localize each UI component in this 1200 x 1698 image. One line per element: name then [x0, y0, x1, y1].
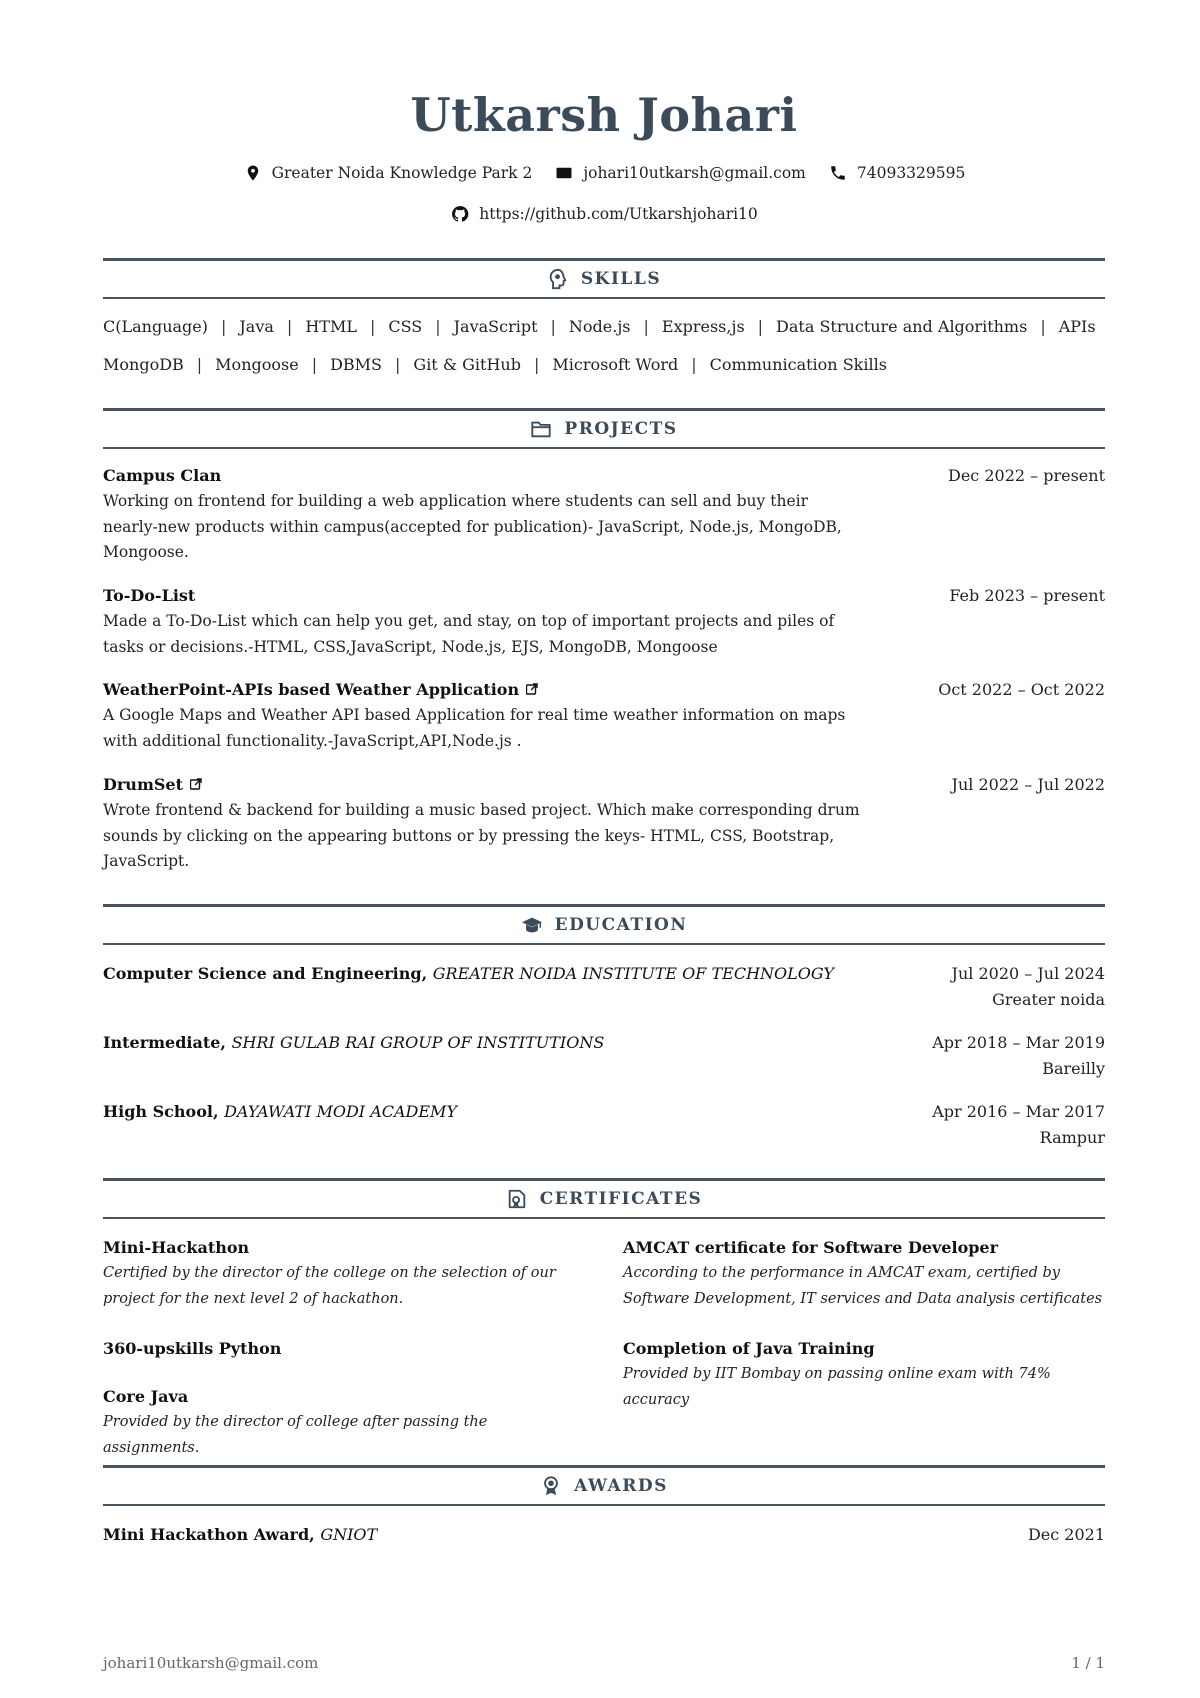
- education-entry: [103, 961, 1105, 1009]
- skill-separator: |: [286, 317, 293, 336]
- head-gears-icon: [547, 268, 569, 290]
- education-date: Apr 2016 – Mar 2017: [932, 1102, 1105, 1121]
- skills-line-2: [103, 355, 887, 374]
- envelope-icon: [554, 163, 574, 183]
- project-description: Wrote frontend & backend for building a music based project. Which make corresponding drum sounds by clicking on the appearing buttons or by pressing the keys- HTML, CSS, Bootstrap, JavaScript.: [103, 801, 860, 870]
- education-location: Rampur: [1039, 1128, 1105, 1147]
- certificates-heading: [103, 1178, 1105, 1219]
- skill-item: DBMS: [330, 355, 383, 374]
- skill-item: Node.js: [568, 317, 631, 336]
- certificate-description: Provided by the director of college after passing the assignments.: [103, 1414, 488, 1456]
- awards-heading: [103, 1465, 1105, 1506]
- folder-open-icon: [530, 418, 552, 440]
- award-medal-icon: [540, 1475, 562, 1497]
- certificate-item: [103, 1384, 583, 1461]
- education-location: Bareilly: [1042, 1059, 1105, 1078]
- degree: Intermediate,: [103, 1033, 226, 1052]
- skill-separator: |: [643, 317, 649, 336]
- skill-item: Java: [239, 317, 274, 336]
- phone-icon: [828, 163, 848, 183]
- certificate-title: Completion of Java Training: [623, 1339, 875, 1358]
- project-date: Jul 2022 – Jul 2022: [951, 775, 1105, 794]
- phone-text[interactable]: 74093329595: [856, 164, 966, 182]
- projects-heading: [103, 408, 1105, 449]
- skill-item: Express,js: [661, 317, 745, 336]
- phone-item[interactable]: [828, 163, 965, 183]
- certificates-heading-label: CERTIFICATES: [539, 1189, 703, 1209]
- award-title: [103, 1522, 1105, 1548]
- skills-heading: [103, 258, 1105, 299]
- education-entry: [103, 1030, 1105, 1078]
- project-entry: [103, 463, 1105, 566]
- project-title: To-Do-List: [103, 586, 196, 605]
- skill-separator: |: [369, 317, 376, 336]
- project-description: A Google Maps and Weather API based Application for real time weather information on maps with additional functionality.-JavaScript,API,Node.js .: [103, 706, 846, 750]
- award-organization: GNIOT: [320, 1525, 378, 1544]
- page-number: 1 / 1: [1071, 1654, 1105, 1672]
- education-heading: [103, 904, 1105, 945]
- skill-item: HTML: [305, 317, 357, 336]
- skills-heading-label: SKILLS: [580, 269, 662, 289]
- skill-item: JavaScript: [453, 317, 538, 336]
- skill-separator: |: [757, 317, 764, 336]
- github-icon: [450, 204, 470, 224]
- degree: Computer Science and Engineering,: [103, 964, 428, 983]
- project-date: Feb 2023 – present: [949, 586, 1105, 605]
- award-date: Dec 2021: [1027, 1525, 1105, 1544]
- certificate-description: Provided by IIT Bombay on passing online exam with 74% accuracy: [623, 1366, 1051, 1408]
- certificate-item: [103, 1235, 583, 1312]
- certificate-description: According to the performance in AMCAT exam, certified by Software Development, IT services and Data analysis certificates: [623, 1265, 1103, 1307]
- certificate-item: [623, 1336, 1103, 1413]
- project-description: Made a To-Do-List which can help you get, and stay, on top of important projects and piles of tasks or decisions.-HTML, CSS,JavaScript, Node.js, EJS, MongoDB, Mongoose: [103, 612, 835, 656]
- external-link-icon[interactable]: [526, 677, 538, 689]
- skill-separator: |: [395, 355, 401, 374]
- skill-separator: |: [435, 317, 441, 336]
- project-date: Dec 2022 – present: [947, 466, 1105, 485]
- skill-item: CSS: [388, 317, 423, 336]
- institution: GREATER NOIDA INSTITUTE OF TECHNOLOGY: [432, 964, 834, 983]
- certificate-description: Certified by the director of the college on the selection of our project for the next level 2 of hackathon.: [103, 1265, 556, 1307]
- skill-separator: |: [533, 355, 540, 374]
- skill-item: MongoDB: [103, 355, 184, 374]
- degree: High School,: [103, 1102, 219, 1121]
- project-entry: [103, 583, 1105, 660]
- skill-item: Data Structure and Algorithms: [776, 317, 1028, 336]
- skill-item: C(Language): [103, 317, 208, 336]
- github-link[interactable]: https://github.com/Utkarshjohari10: [479, 205, 758, 223]
- skill-separator: |: [196, 355, 203, 374]
- map-pin-icon: [243, 163, 263, 183]
- certificate-title: 360-upskills Python: [103, 1339, 282, 1358]
- location-item: [243, 163, 533, 183]
- page-title: Utkarsh Johari: [410, 88, 798, 142]
- institution: DAYAWATI MODI ACADEMY: [224, 1102, 457, 1121]
- education-heading-label: EDUCATION: [554, 915, 688, 935]
- email-item[interactable]: [554, 163, 806, 183]
- skill-item: Communication Skills: [709, 355, 887, 374]
- skills-line-1: [103, 317, 1096, 336]
- certificate-item: [103, 1336, 583, 1362]
- skill-separator: |: [311, 355, 318, 374]
- skill-item: APIs: [1058, 317, 1096, 336]
- resume-page: [103, 0, 1105, 1698]
- education-location: Greater noida: [992, 990, 1105, 1009]
- github-row: [103, 204, 1105, 224]
- institution: SHRI GULAB RAI GROUP OF INSTITUTIONS: [231, 1033, 605, 1052]
- footer-email[interactable]: johari10utkarsh@gmail.com: [103, 1654, 319, 1672]
- external-link-icon[interactable]: [190, 772, 202, 784]
- award-entry: [103, 1522, 1105, 1548]
- skill-separator: |: [221, 317, 227, 336]
- certificate-title: Mini-Hackathon: [103, 1238, 250, 1257]
- project-entry: [103, 772, 1105, 875]
- certificate-icon: [506, 1188, 528, 1210]
- awards-heading-label: AWARDS: [574, 1476, 668, 1496]
- certificate-item: [623, 1235, 1103, 1312]
- graduation-cap-icon: [521, 914, 543, 936]
- contact-info: [103, 163, 1105, 183]
- certificate-title: Core Java: [103, 1387, 189, 1406]
- project-title: WeatherPoint-APIs based Weather Application: [103, 680, 520, 699]
- email-link[interactable]: johari10utkarsh@gmail.com: [583, 164, 806, 182]
- skill-item: Microsoft Word: [552, 355, 679, 374]
- github-item[interactable]: [450, 204, 758, 224]
- skill-item: Git & GitHub: [413, 355, 521, 374]
- project-date: Oct 2022 – Oct 2022: [938, 680, 1105, 699]
- skill-item: Mongoose: [215, 355, 299, 374]
- education-date: Jul 2020 – Jul 2024: [951, 964, 1105, 983]
- education-entry: [103, 1099, 1105, 1147]
- award-name: Mini Hackathon Award,: [103, 1525, 315, 1544]
- skill-separator: |: [1040, 317, 1046, 336]
- certificate-title: AMCAT certificate for Software Developer: [623, 1238, 999, 1257]
- education-date: Apr 2018 – Mar 2019: [932, 1033, 1105, 1052]
- project-title: Campus Clan: [103, 466, 222, 485]
- project-description: Working on frontend for building a web application where students can sell and buy their nearly-new products within campus(accepted for publication)- JavaScript, Node.js, MongoDB, Mongoose.: [103, 492, 842, 561]
- location-text: Greater Noida Knowledge Park 2: [271, 164, 533, 182]
- skill-separator: |: [550, 317, 556, 336]
- project-title: DrumSet: [103, 775, 183, 794]
- projects-heading-label: PROJECTS: [564, 419, 678, 439]
- skill-separator: |: [691, 355, 697, 374]
- project-entry: [103, 677, 1105, 754]
